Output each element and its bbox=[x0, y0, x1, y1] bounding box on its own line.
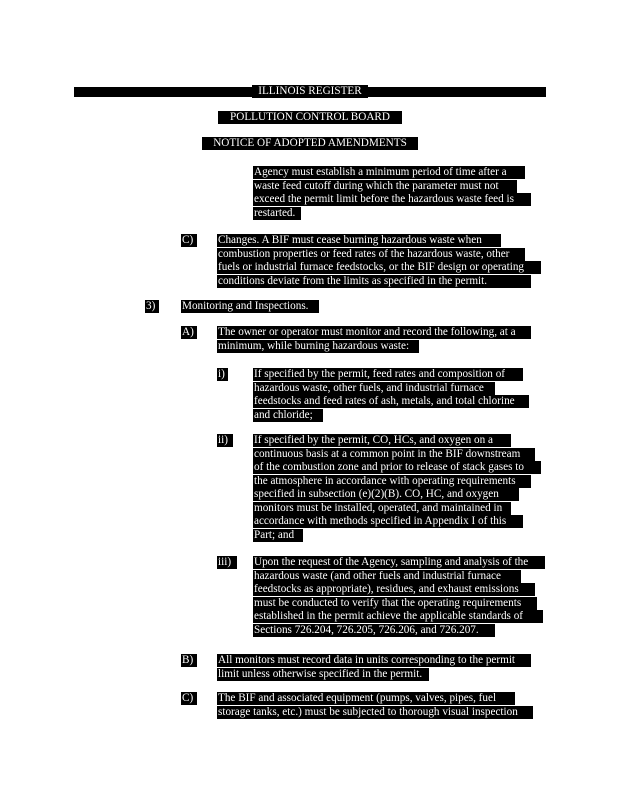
text-line: the atmosphere in accordance with operating requirements bbox=[253, 475, 531, 488]
text-line: continuous basis at a common point in the BIF downstream bbox=[253, 448, 535, 461]
text-line: combustion properties or feed rates of the hazardous waste, other bbox=[217, 248, 525, 261]
text-line: All monitors must record data in units corresponding to the permit bbox=[217, 654, 531, 667]
text-line: Upon the request of the Agency, sampling and analysis of the bbox=[253, 556, 545, 569]
text-line: specified in subsection (e)(2)(B). CO, HC, and oxygen bbox=[253, 488, 519, 501]
text-line: waste feed cutoff during which the parameter must not bbox=[253, 180, 517, 193]
item-label: iii) bbox=[217, 556, 237, 569]
item-label: C) bbox=[181, 234, 197, 247]
text-line: fuels or industrial furnace feedstocks, or the BIF design or operating bbox=[217, 261, 541, 274]
register-title: ILLINOIS REGISTER bbox=[252, 85, 368, 98]
text-line: exceed the permit limit before the hazardous waste feed is bbox=[253, 193, 531, 206]
text-line: feedstocks as appropriate), residues, and exhaust emissions bbox=[253, 583, 535, 596]
text-line: The owner or operator must monitor and record the following, at a bbox=[217, 326, 531, 339]
text-line: minimum, while burning hazardous waste: bbox=[217, 340, 419, 353]
item-label: ii) bbox=[217, 434, 233, 447]
text-line: must be conducted to verify that the operating requirements bbox=[253, 597, 537, 610]
text-line: hazardous waste (and other fuels and industrial furnace bbox=[253, 570, 521, 583]
text-line: Changes. A BIF must cease burning hazardous waste when bbox=[217, 234, 501, 247]
text-line: monitors must be installed, operated, and maintained in bbox=[253, 502, 511, 515]
text-line: If specified by the permit, CO, HCs, and oxygen on a bbox=[253, 434, 511, 447]
text-line: limit unless otherwise specified in the permit. bbox=[217, 668, 429, 681]
text-line: of the combustion zone and prior to release of stack gases to bbox=[253, 461, 541, 474]
text-line: Sections 726.204, 726.205, 726.206, and 726.207. bbox=[253, 624, 495, 637]
text-line: Agency must establish a minimum period of time after a bbox=[253, 166, 525, 179]
board-title: POLLUTION CONTROL BOARD bbox=[218, 111, 402, 124]
item-label: C) bbox=[181, 692, 197, 705]
text-line: Part; and bbox=[253, 529, 303, 542]
section-heading: Monitoring and Inspections. bbox=[181, 300, 319, 313]
text-line: The BIF and associated equipment (pumps, valves, pipes, fuel bbox=[217, 692, 515, 705]
item-label: 3) bbox=[145, 300, 159, 313]
text-line: feedstocks and feed rates of ash, metals, and total chlorine bbox=[253, 395, 529, 408]
text-line: conditions deviate from the limits as specified in the permit. bbox=[217, 275, 531, 288]
text-line: storage tanks, etc.) must be subjected to thorough visual inspection bbox=[217, 706, 533, 719]
item-label: A) bbox=[181, 326, 197, 339]
text-line: If specified by the permit, feed rates and composition of bbox=[253, 368, 523, 381]
text-line: accordance with methods specified in Appendix I of this bbox=[253, 515, 523, 528]
item-label: i) bbox=[217, 368, 228, 381]
text-line: and chloride; bbox=[253, 409, 323, 422]
text-line: hazardous waste, other fuels, and industrial furnace bbox=[253, 382, 495, 395]
text-line: restarted. bbox=[253, 207, 301, 220]
text-line: established in the permit achieve the applicable standards of bbox=[253, 610, 543, 623]
notice-title: NOTICE OF ADOPTED AMENDMENTS bbox=[202, 137, 418, 150]
item-label: B) bbox=[181, 654, 197, 667]
